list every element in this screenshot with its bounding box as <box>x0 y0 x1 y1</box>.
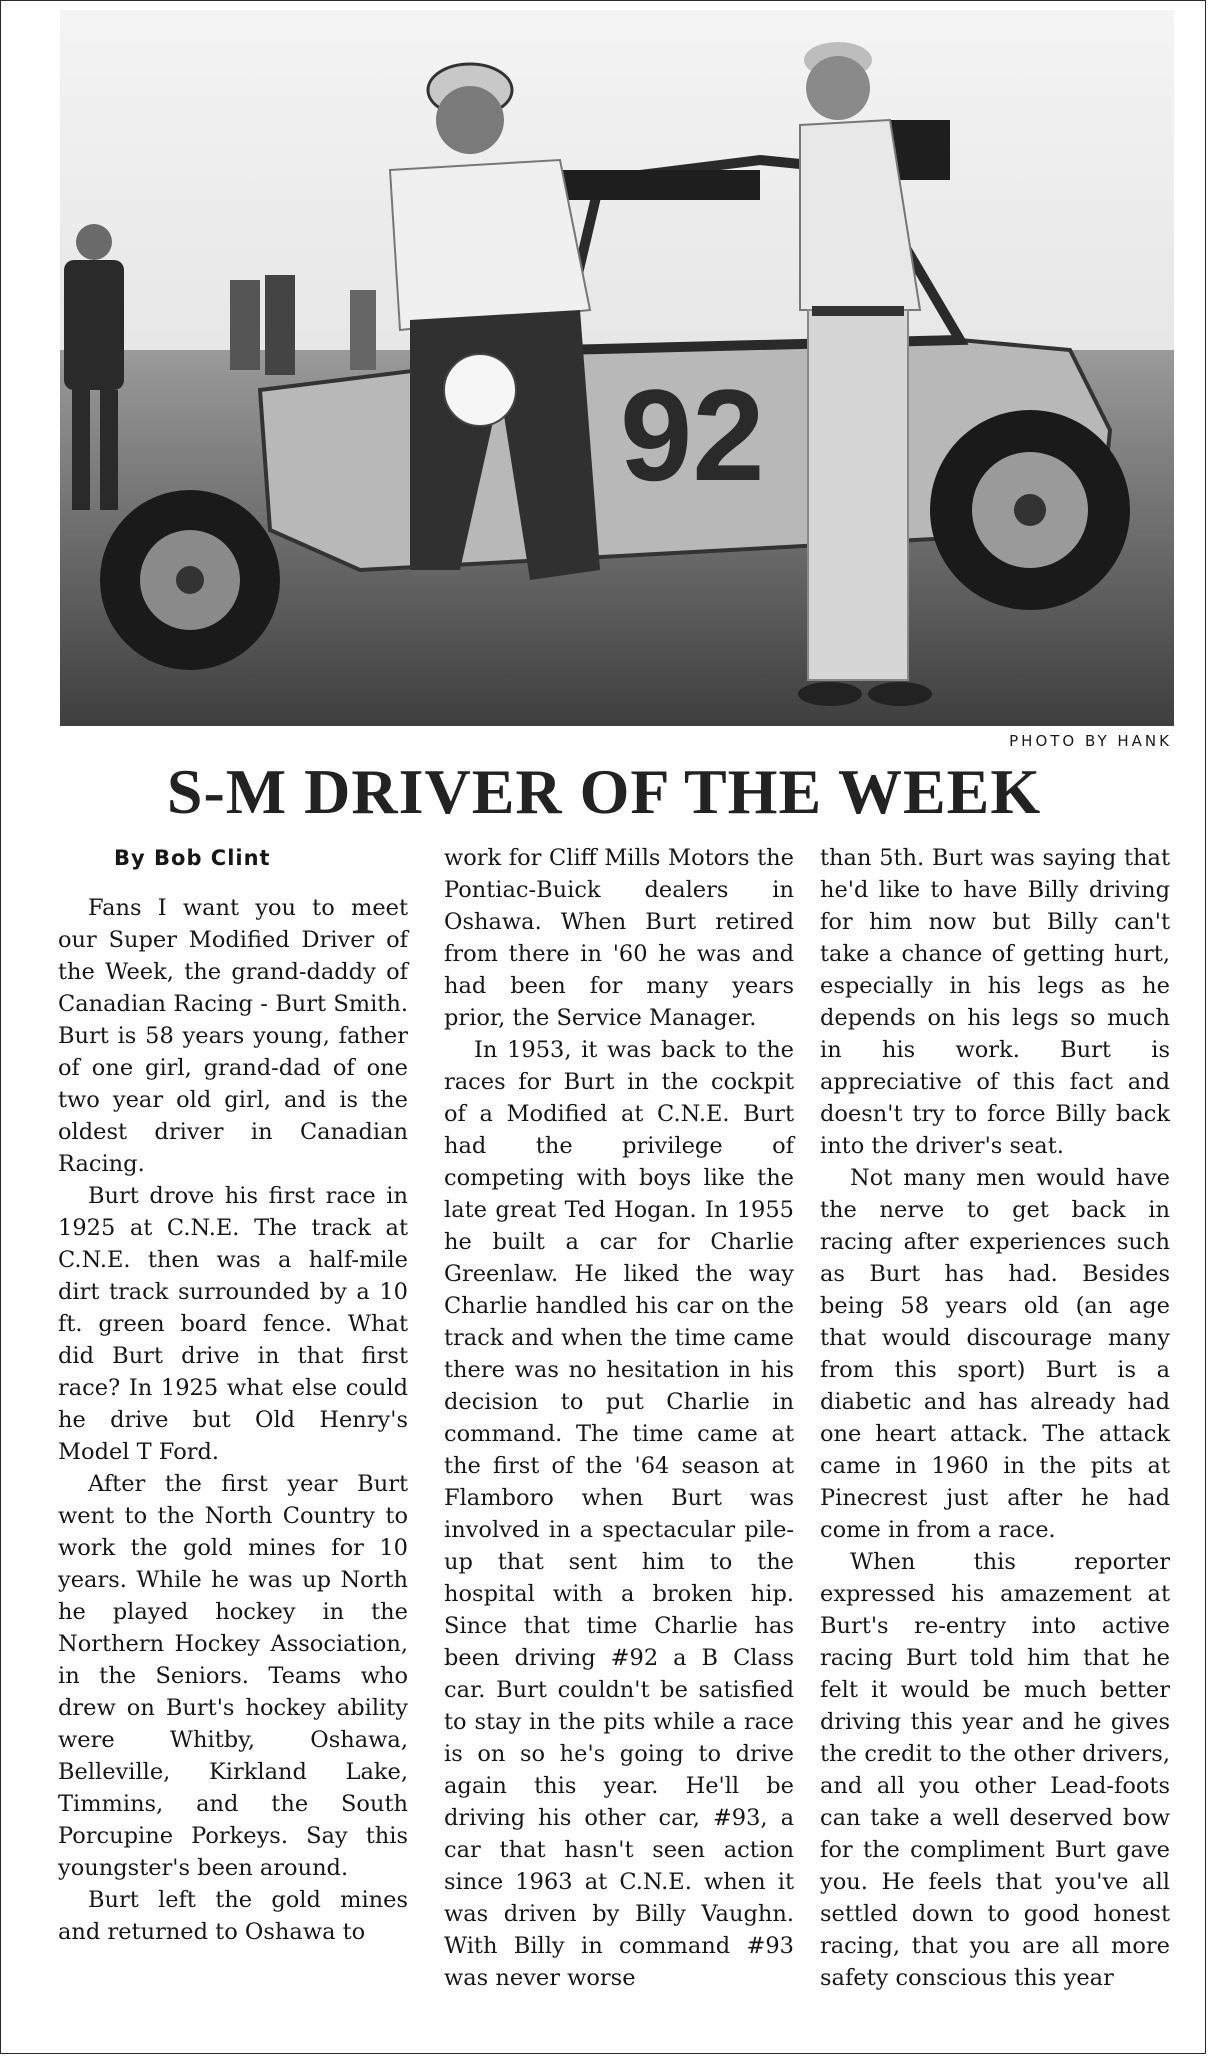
paragraph: Burt left the gold mines and returned to Oshawa to <box>58 1887 408 1945</box>
paragraph: Fans I want you to meet our Super Modified Driver of the Week, the grand-daddy of Canadian Racing - Burt Smith. Burt is 58 years young, father of one girl, grand-dad of one two year old girl, and is the oldest driver in Canadian Racing. <box>58 895 408 1177</box>
paragraph: Burt drove his first race in 1925 at C.N.E. The track at C.N.E. then was a half-mile dirt track surrounded by a 10 ft. green board fence. What did Burt drive in that first race? In 1925 what else could he drive but Old Henry's Model T Ford. <box>58 1183 408 1465</box>
photo-illustration <box>60 10 1174 726</box>
paragraph: Not many men would have the nerve to get back in racing after experiences such as Burt has had. Besides being 58 years old (an age that would discourage many from this sport) Burt is a diabetic and has already had one heart attack. The attack came in 1960 in the pits at Pinecrest just after he had come in from a race. <box>820 1165 1170 1543</box>
article-column-3 <box>820 842 1170 1994</box>
photo-credit: PHOTO BY HANK <box>1009 732 1172 750</box>
paragraph: After the first year Burt went to the North Country to work the gold mines for 10 years. While he was up North he played hockey in the Northern Hockey Association, in the Seniors. Teams who drew on Burt's hockey ability were Whitby, Oshawa, Belleville, Kirkland Lake, Timmins, and the South Porcupine Porkeys. Say this youngster's been around. <box>58 1471 408 1881</box>
article-column-2 <box>444 842 794 1994</box>
byline: By Bob Clint <box>114 846 271 870</box>
article-column-1 <box>58 842 408 1948</box>
headline: S-M DRIVER OF THE WEEK <box>166 756 1042 827</box>
paragraph: than 5th. Burt was saying that he'd like to have Billy driving for him now but Billy can't take a chance of getting hurt, especially in his legs as he depends on his legs so much in his work. Burt is appreciative of this fact and doesn't try to force Billy back into the driver's seat. <box>820 845 1170 1159</box>
paragraph: In 1953, it was back to the races for Burt in the cockpit of a Modified at C.N.E. Burt had the privilege of competing with boys like the late great Ted Hogan. In 1955 he built a car for Charlie Greenlaw. He liked the way Charlie handled his car on the track and when the time came there was no hesitation in his decision to put Charlie in command. The time came at the first of the '64 season at Flamboro when Burt was involved in a spectacular pile-up that sent him to the hospital with a broken hip. Since that time Charlie has been driving #92 a B Class car. Burt couldn't be satisfied to stay in the pits while a race is on so he's going to drive again this year. He'll be driving his other car, #93, a car that hasn't seen action since 1963 at C.N.E. when it was driven by Billy Vaughn. With Billy in command #93 was never worse <box>444 1037 794 1991</box>
race-car-photo <box>60 10 1174 726</box>
helmet <box>444 354 516 426</box>
paragraph: work for Cliff Mills Motors the Pontiac-Buick dealers in Oshawa. When Burt retired from there in '60 he was and had been for many years prior, the Service Manager. <box>444 845 794 1031</box>
car-number: 92 <box>620 362 765 508</box>
paragraph: When this reporter expressed his amazement at Burt's re-entry into active racing Burt told him that he felt it would be much better driving this year and he gives the credit to the other drivers, and all you other Lead-foots can take a well deserved bow for the compliment Burt gave you. He feels that you've all settled down to good honest racing, that you are all more safety conscious this year <box>820 1549 1170 1991</box>
